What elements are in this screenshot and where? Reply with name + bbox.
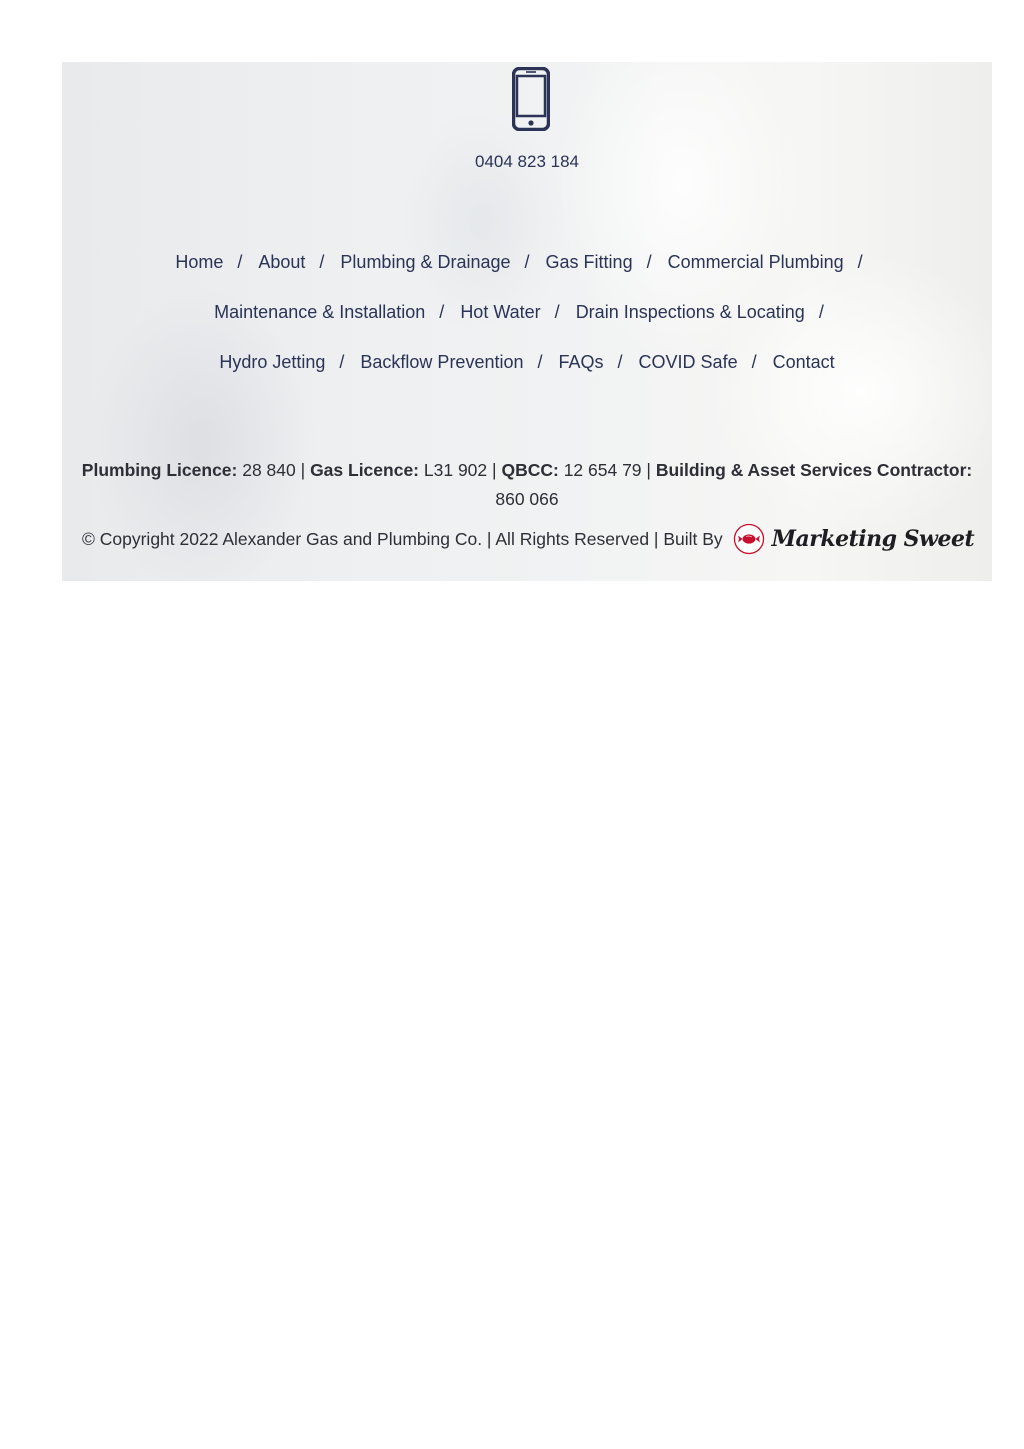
nav-link-contact[interactable]: Contact [772, 352, 835, 372]
licence-details [70, 456, 984, 514]
nav-separator: / [237, 252, 243, 272]
nav-separator: / [524, 252, 530, 272]
nav-link-commercial-plumbing[interactable]: Commercial Plumbing [667, 252, 844, 272]
nav-separator: / [339, 352, 345, 372]
nav-link-drain-inspections[interactable]: Drain Inspections & Locating [575, 302, 805, 322]
nav-separator: / [857, 252, 863, 272]
building-contractor-value: 860 066 [495, 489, 559, 509]
mobile-phone-icon[interactable] [512, 67, 550, 131]
footer-nav-row-1 [62, 247, 992, 297]
nav-separator: / [818, 302, 824, 322]
plumbing-licence-label: Plumbing Licence: [81, 460, 238, 480]
footer-nav [62, 247, 992, 397]
site-footer [62, 62, 992, 581]
copyright-line [82, 521, 982, 557]
licence-divider: | [300, 460, 306, 480]
nav-separator: / [751, 352, 757, 372]
footer-nav-row-3 [62, 347, 992, 397]
building-contractor-label: Building & Asset Services Contractor: [655, 460, 973, 480]
nav-link-hydro-jetting[interactable]: Hydro Jetting [219, 352, 326, 372]
nav-link-about[interactable]: About [258, 252, 306, 272]
nav-separator: / [646, 252, 652, 272]
marketing-sweet-wordmark: Marketing Sweet [771, 526, 975, 552]
plumbing-licence-value: 28 840 [242, 460, 296, 480]
licence-divider: | [492, 460, 497, 480]
nav-separator: / [617, 352, 623, 372]
nav-link-gas-fitting[interactable]: Gas Fitting [545, 252, 633, 272]
nav-link-backflow-prevention[interactable]: Backflow Prevention [360, 352, 524, 372]
licence-divider: | [646, 460, 651, 480]
nav-separator: / [439, 302, 445, 322]
nav-link-plumbing-drainage[interactable]: Plumbing & Drainage [340, 252, 511, 272]
nav-separator: / [554, 302, 560, 322]
phone-number-link[interactable]: 0404 823 184 [475, 152, 579, 171]
gas-licence-label: Gas Licence: [310, 460, 420, 480]
candy-logo-icon [733, 523, 765, 555]
qbcc-label: QBCC: [501, 460, 559, 480]
copyright-text: © Copyright 2022 Alexander Gas and Plumbing Co. | All Rights Reserved | Built By [82, 528, 723, 549]
nav-separator: / [537, 352, 543, 372]
nav-link-covid-safe[interactable]: COVID Safe [638, 352, 738, 372]
nav-link-faqs[interactable]: FAQs [558, 352, 604, 372]
nav-link-maintenance-installation[interactable]: Maintenance & Installation [214, 302, 426, 322]
marketing-sweet-logo-link[interactable] [733, 523, 974, 555]
nav-link-hot-water[interactable]: Hot Water [460, 302, 541, 322]
qbcc-value: 12 654 79 [563, 460, 642, 480]
nav-link-home[interactable]: Home [175, 252, 224, 272]
footer-nav-row-2 [62, 297, 992, 347]
nav-separator: / [319, 252, 325, 272]
gas-licence-value: L31 902 [423, 460, 488, 480]
